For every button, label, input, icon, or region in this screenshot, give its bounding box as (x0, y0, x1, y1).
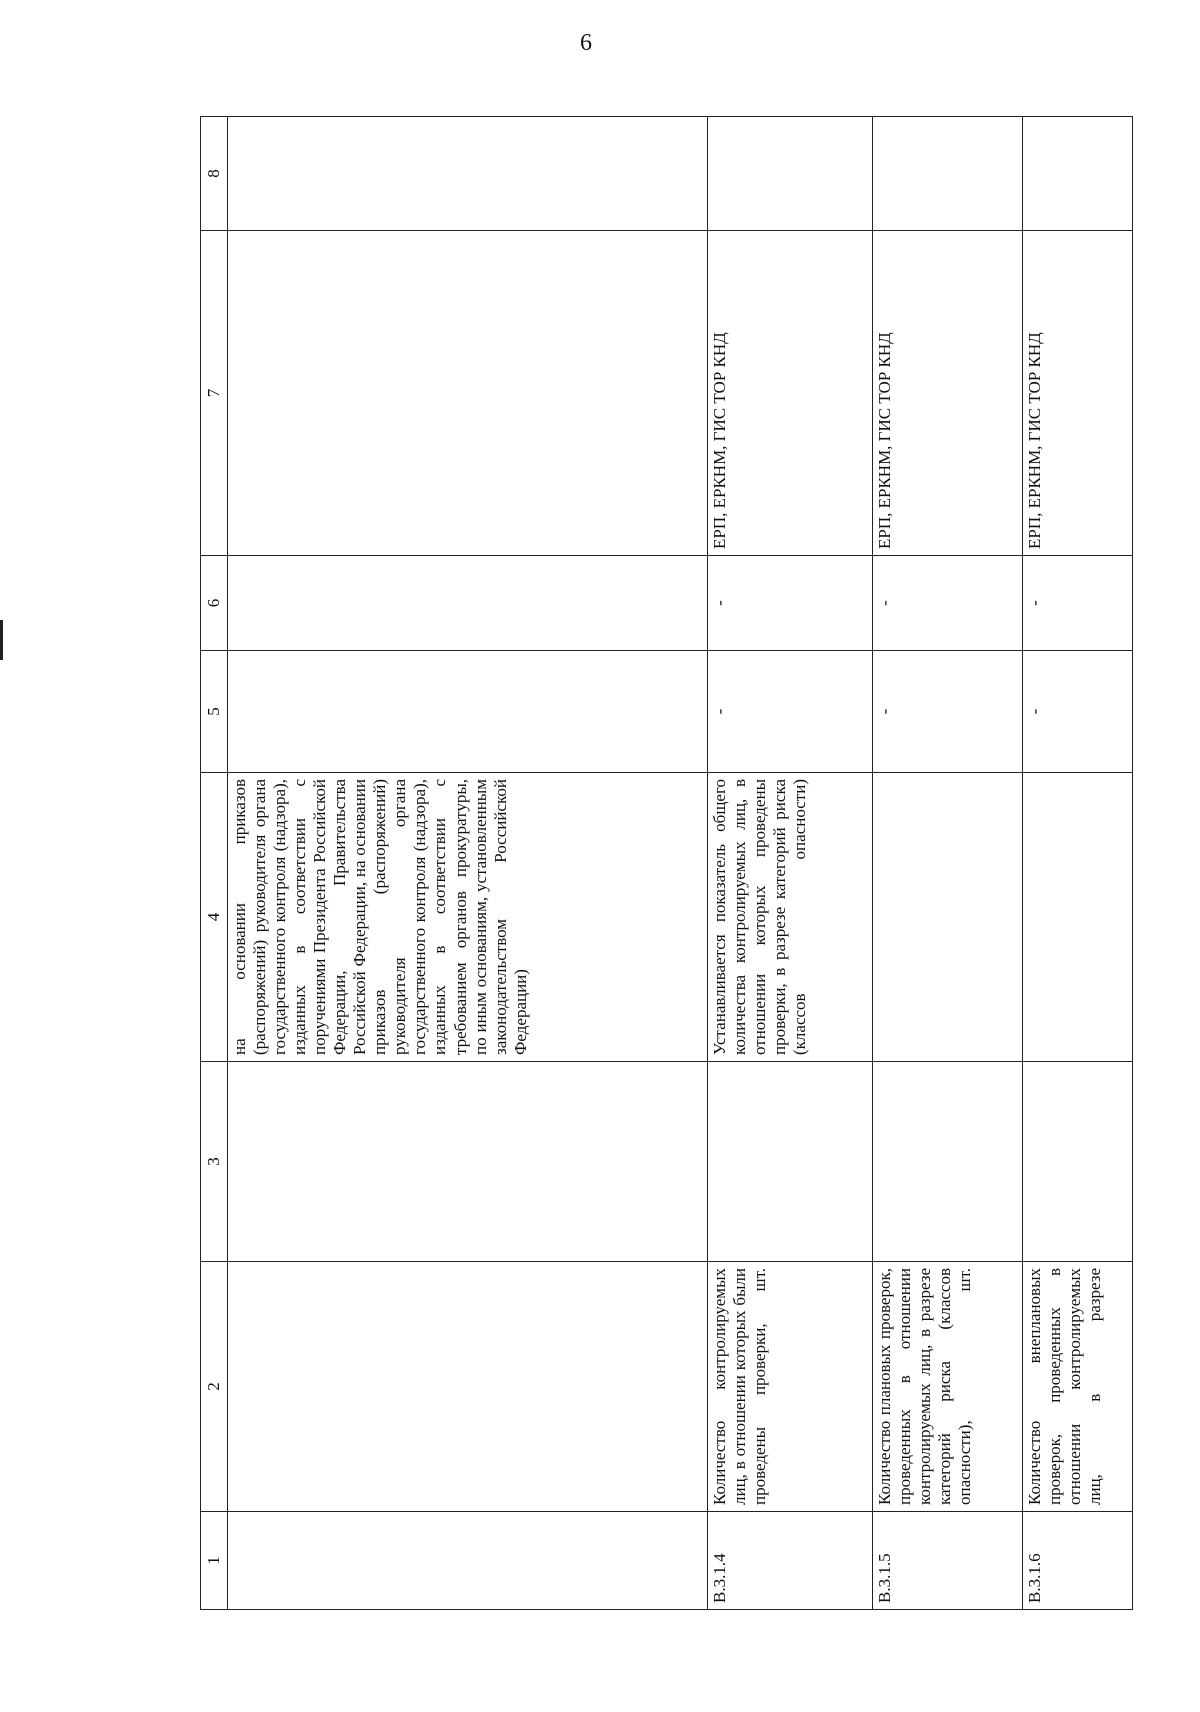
col5-cell: - (873, 651, 1023, 773)
page-number: 6 (580, 30, 592, 56)
col8-cell (228, 117, 708, 231)
header-cell: 6 (201, 556, 228, 651)
scan-edge-mark (0, 620, 3, 660)
indicators-table (200, 116, 1133, 1610)
data-source (228, 231, 708, 556)
col5-cell: - (1023, 651, 1133, 773)
col8-cell (708, 117, 873, 231)
col6-cell: - (873, 556, 1023, 651)
header-cell: 8 (201, 117, 228, 231)
indicator-description (1023, 773, 1133, 1062)
col3-cell (228, 1062, 708, 1262)
col5-cell (228, 651, 708, 773)
col8-cell (873, 117, 1023, 231)
header-cell: 7 (201, 231, 228, 556)
col3-cell (1023, 1062, 1133, 1262)
indicator-description (873, 773, 1023, 1062)
indicator-code: В.3.1.4 (708, 1512, 873, 1610)
col5-cell: - (708, 651, 873, 773)
table-row (708, 117, 873, 1610)
data-source: ЕРП, ЕРКНМ, ГИС ТОР КНД (1023, 231, 1133, 556)
rotated-table-container (200, 117, 1120, 1610)
indicator-code (228, 1512, 708, 1610)
col3-cell (708, 1062, 873, 1262)
indicator-name: Количество плановых проверок, проведенных в отношении контролируемых лиц, в разрезе категорий риска (классов опасности), шт. (873, 1262, 1023, 1512)
col3-cell (873, 1062, 1023, 1262)
data-source: ЕРП, ЕРКНМ, ГИС ТОР КНД (708, 231, 873, 556)
header-cell: 2 (201, 1262, 228, 1512)
table-row (1023, 117, 1133, 1610)
indicator-description: на основании приказов (распоряжений) руководителя органа государственного контроля (надзора), изданных в соответствии с поручениями Президента Российской Федерации, Правительства Российской Федерации, на основании приказов (распоряжений) руководителя органа государственного контроля (надзора), изданных в соответствии с требованием органов прокуратуры, по иным основаниям, установленным законодательством Российской Федерации) (228, 773, 708, 1062)
col8-cell (1023, 117, 1133, 231)
table-row (228, 117, 708, 1610)
table-header-row (201, 117, 228, 1610)
indicator-code: В.3.1.6 (1023, 1512, 1133, 1610)
indicator-name: Количество контролируемых лиц, в отношении которых были проведены проверки, шт. (708, 1262, 873, 1512)
data-source: ЕРП, ЕРКНМ, ГИС ТОР КНД (873, 231, 1023, 556)
indicator-name: Количество внеплановых проверок, проведенных в отношении контролируемых лиц, в разрезе (1023, 1262, 1133, 1512)
col6-cell (228, 556, 708, 651)
indicator-description: Устанавливается показатель общего количества контролируемых лиц, в отношении которых проведены проверки, в разрезе категорий риска (классов опасности) (708, 773, 873, 1062)
col6-cell: - (708, 556, 873, 651)
header-cell: 1 (201, 1512, 228, 1610)
table-row (873, 117, 1023, 1610)
header-cell: 3 (201, 1062, 228, 1262)
header-cell: 4 (201, 773, 228, 1062)
col6-cell: - (1023, 556, 1133, 651)
indicator-name (228, 1262, 708, 1512)
indicator-code: В.3.1.5 (873, 1512, 1023, 1610)
header-cell: 5 (201, 651, 228, 773)
